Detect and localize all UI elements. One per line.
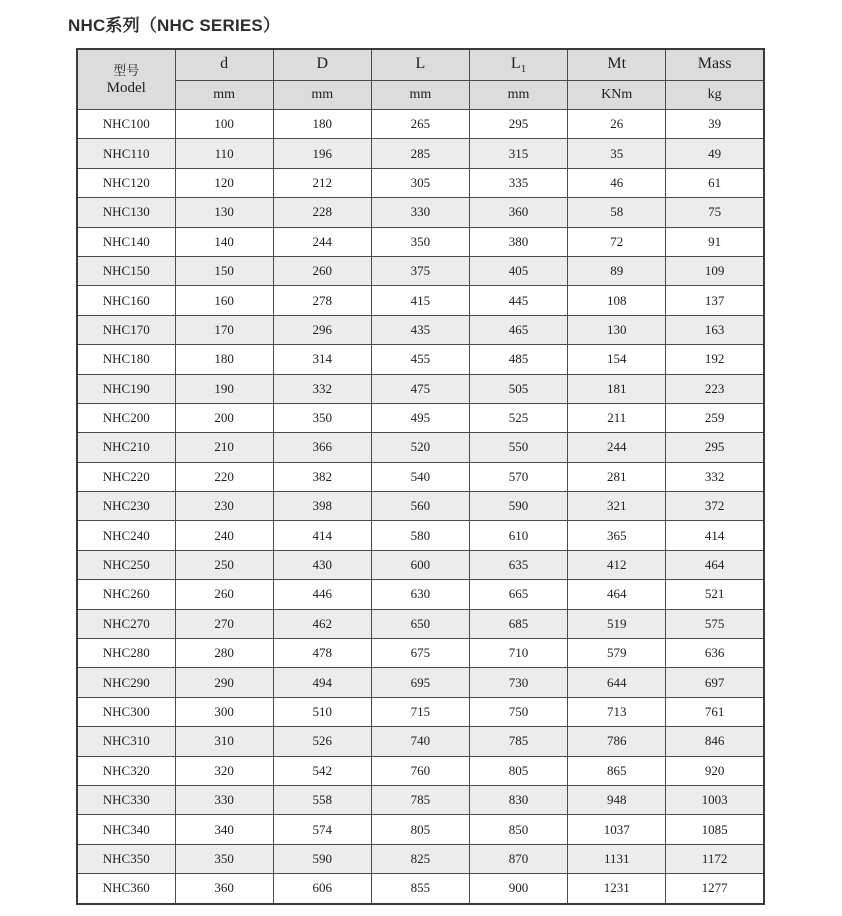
- value-cell: 542: [273, 756, 371, 785]
- col-label-sub: 1: [520, 63, 527, 76]
- value-cell: 260: [175, 580, 273, 609]
- value-cell: 244: [568, 433, 666, 462]
- value-cell: 520: [371, 433, 469, 462]
- value-cell: 1231: [568, 874, 666, 904]
- value-cell: 870: [469, 844, 567, 873]
- value-cell: 330: [175, 785, 273, 814]
- value-cell: 525: [469, 403, 567, 432]
- col-header-L: [371, 49, 469, 81]
- col-label: L: [415, 54, 426, 72]
- value-cell: 485: [469, 345, 567, 374]
- value-cell: 196: [273, 139, 371, 168]
- value-cell: 1003: [666, 785, 764, 814]
- value-cell: 61: [666, 168, 764, 197]
- value-cell: 290: [175, 668, 273, 697]
- header-unit-row: [77, 81, 764, 110]
- value-cell: 478: [273, 639, 371, 668]
- value-cell: 865: [568, 756, 666, 785]
- model-cell: NHC310: [77, 727, 175, 756]
- value-cell: 464: [666, 550, 764, 579]
- col-unit-Mt: KNm: [568, 81, 666, 110]
- value-cell: 455: [371, 345, 469, 374]
- value-cell: 505: [469, 374, 567, 403]
- table-row: [77, 110, 764, 139]
- value-cell: 180: [273, 110, 371, 139]
- col-unit-Mass: kg: [666, 81, 764, 110]
- value-cell: 570: [469, 462, 567, 491]
- value-cell: 140: [175, 227, 273, 256]
- value-cell: 296: [273, 315, 371, 344]
- value-cell: 464: [568, 580, 666, 609]
- value-cell: 230: [175, 492, 273, 521]
- value-cell: 310: [175, 727, 273, 756]
- value-cell: 665: [469, 580, 567, 609]
- model-cell: NHC190: [77, 374, 175, 403]
- col-header-model: [77, 49, 175, 110]
- value-cell: 192: [666, 345, 764, 374]
- value-cell: 75: [666, 198, 764, 227]
- value-cell: 446: [273, 580, 371, 609]
- value-cell: 212: [273, 168, 371, 197]
- value-cell: 321: [568, 492, 666, 521]
- value-cell: 211: [568, 403, 666, 432]
- model-cell: NHC220: [77, 462, 175, 491]
- value-cell: 260: [273, 256, 371, 285]
- value-cell: 163: [666, 315, 764, 344]
- table-row: [77, 697, 764, 726]
- model-cell: NHC320: [77, 756, 175, 785]
- table-row: [77, 550, 764, 579]
- value-cell: 365: [568, 521, 666, 550]
- table-row: [77, 168, 764, 197]
- value-cell: 695: [371, 668, 469, 697]
- value-cell: 558: [273, 785, 371, 814]
- table-row: [77, 198, 764, 227]
- table-body: [77, 110, 764, 904]
- value-cell: 650: [371, 609, 469, 638]
- col-unit-L: mm: [371, 81, 469, 110]
- table-row: [77, 374, 764, 403]
- value-cell: 58: [568, 198, 666, 227]
- col-label: Mass: [697, 54, 732, 72]
- value-cell: 110: [175, 139, 273, 168]
- value-cell: 190: [175, 374, 273, 403]
- value-cell: 108: [568, 286, 666, 315]
- value-cell: 26: [568, 110, 666, 139]
- value-cell: 366: [273, 433, 371, 462]
- value-cell: 46: [568, 168, 666, 197]
- value-cell: 574: [273, 815, 371, 844]
- value-cell: 580: [371, 521, 469, 550]
- model-cell: NHC260: [77, 580, 175, 609]
- value-cell: 265: [371, 110, 469, 139]
- value-cell: 360: [175, 874, 273, 904]
- value-cell: 430: [273, 550, 371, 579]
- model-cell: NHC100: [77, 110, 175, 139]
- value-cell: 855: [371, 874, 469, 904]
- value-cell: 405: [469, 256, 567, 285]
- model-cell: NHC350: [77, 844, 175, 873]
- value-cell: 100: [175, 110, 273, 139]
- value-cell: 412: [568, 550, 666, 579]
- model-cell: NHC290: [77, 668, 175, 697]
- value-cell: 750: [469, 697, 567, 726]
- value-cell: 340: [175, 815, 273, 844]
- table-row: [77, 727, 764, 756]
- value-cell: 786: [568, 727, 666, 756]
- table-row: [77, 580, 764, 609]
- model-cell: NHC230: [77, 492, 175, 521]
- value-cell: 130: [568, 315, 666, 344]
- col-header-Mass: [666, 49, 764, 81]
- value-cell: 590: [273, 844, 371, 873]
- model-cell: NHC120: [77, 168, 175, 197]
- value-cell: 350: [371, 227, 469, 256]
- value-cell: 285: [371, 139, 469, 168]
- value-cell: 89: [568, 256, 666, 285]
- model-cell: NHC150: [77, 256, 175, 285]
- col-header-L1: [469, 49, 567, 81]
- value-cell: 445: [469, 286, 567, 315]
- value-cell: 223: [666, 374, 764, 403]
- value-cell: 550: [469, 433, 567, 462]
- value-cell: 414: [666, 521, 764, 550]
- model-cell: NHC250: [77, 550, 175, 579]
- model-cell: NHC140: [77, 227, 175, 256]
- value-cell: 920: [666, 756, 764, 785]
- model-cell: NHC360: [77, 874, 175, 904]
- value-cell: 372: [666, 492, 764, 521]
- value-cell: 465: [469, 315, 567, 344]
- value-cell: 785: [371, 785, 469, 814]
- value-cell: 730: [469, 668, 567, 697]
- table-row: [77, 492, 764, 521]
- value-cell: 644: [568, 668, 666, 697]
- value-cell: 278: [273, 286, 371, 315]
- model-cell: NHC180: [77, 345, 175, 374]
- value-cell: 154: [568, 345, 666, 374]
- col-label: Mt: [607, 54, 627, 72]
- value-cell: 137: [666, 286, 764, 315]
- value-cell: 120: [175, 168, 273, 197]
- value-cell: 350: [175, 844, 273, 873]
- model-cell: NHC270: [77, 609, 175, 638]
- col-header-Mt: [568, 49, 666, 81]
- value-cell: 150: [175, 256, 273, 285]
- table-row: [77, 462, 764, 491]
- model-cell: NHC280: [77, 639, 175, 668]
- model-cell: NHC330: [77, 785, 175, 814]
- value-cell: 315: [469, 139, 567, 168]
- col-header-model-cn: 型号: [113, 63, 140, 78]
- value-cell: 495: [371, 403, 469, 432]
- value-cell: 281: [568, 462, 666, 491]
- value-cell: 760: [371, 756, 469, 785]
- model-cell: NHC160: [77, 286, 175, 315]
- value-cell: 1037: [568, 815, 666, 844]
- value-cell: 109: [666, 256, 764, 285]
- col-label: D: [316, 54, 329, 72]
- value-cell: 300: [175, 697, 273, 726]
- value-cell: 610: [469, 521, 567, 550]
- value-cell: 330: [371, 198, 469, 227]
- table-row: [77, 874, 764, 904]
- value-cell: 270: [175, 609, 273, 638]
- value-cell: 805: [371, 815, 469, 844]
- value-cell: 435: [371, 315, 469, 344]
- value-cell: 494: [273, 668, 371, 697]
- table-row: [77, 844, 764, 873]
- value-cell: 72: [568, 227, 666, 256]
- col-unit-D: mm: [273, 81, 371, 110]
- col-header-D: [273, 49, 371, 81]
- value-cell: 825: [371, 844, 469, 873]
- table-row: [77, 315, 764, 344]
- value-cell: 210: [175, 433, 273, 462]
- value-cell: 375: [371, 256, 469, 285]
- model-cell: NHC340: [77, 815, 175, 844]
- value-cell: 685: [469, 609, 567, 638]
- value-cell: 130: [175, 198, 273, 227]
- value-cell: 846: [666, 727, 764, 756]
- value-cell: 382: [273, 462, 371, 491]
- table-header: [77, 49, 764, 110]
- col-label: d: [220, 54, 229, 72]
- col-label: L: [510, 54, 521, 72]
- value-cell: 360: [469, 198, 567, 227]
- table-row: [77, 785, 764, 814]
- value-cell: 715: [371, 697, 469, 726]
- model-cell: NHC240: [77, 521, 175, 550]
- model-cell: NHC130: [77, 198, 175, 227]
- value-cell: 630: [371, 580, 469, 609]
- value-cell: 228: [273, 198, 371, 227]
- value-cell: 606: [273, 874, 371, 904]
- value-cell: 713: [568, 697, 666, 726]
- value-cell: 415: [371, 286, 469, 315]
- value-cell: 39: [666, 110, 764, 139]
- header-label-row: [77, 49, 764, 81]
- value-cell: 49: [666, 139, 764, 168]
- table-row: [77, 433, 764, 462]
- nhc-series-table: [76, 48, 765, 905]
- value-cell: 850: [469, 815, 567, 844]
- table-row: [77, 286, 764, 315]
- value-cell: 350: [273, 403, 371, 432]
- value-cell: 320: [175, 756, 273, 785]
- value-cell: 1172: [666, 844, 764, 873]
- value-cell: 740: [371, 727, 469, 756]
- value-cell: 220: [175, 462, 273, 491]
- value-cell: 636: [666, 639, 764, 668]
- value-cell: 259: [666, 403, 764, 432]
- table-row: [77, 227, 764, 256]
- value-cell: 575: [666, 609, 764, 638]
- value-cell: 519: [568, 609, 666, 638]
- model-cell: NHC200: [77, 403, 175, 432]
- value-cell: 785: [469, 727, 567, 756]
- value-cell: 579: [568, 639, 666, 668]
- value-cell: 180: [175, 345, 273, 374]
- table-row: [77, 815, 764, 844]
- value-cell: 398: [273, 492, 371, 521]
- value-cell: 332: [273, 374, 371, 403]
- value-cell: 830: [469, 785, 567, 814]
- value-cell: 181: [568, 374, 666, 403]
- value-cell: 510: [273, 697, 371, 726]
- value-cell: 91: [666, 227, 764, 256]
- value-cell: 560: [371, 492, 469, 521]
- table-row: [77, 639, 764, 668]
- value-cell: 250: [175, 550, 273, 579]
- col-header-model-en: Model: [106, 80, 146, 96]
- value-cell: 805: [469, 756, 567, 785]
- value-cell: 314: [273, 345, 371, 374]
- value-cell: 590: [469, 492, 567, 521]
- value-cell: 280: [175, 639, 273, 668]
- value-cell: 540: [371, 462, 469, 491]
- col-unit-d: mm: [175, 81, 273, 110]
- value-cell: 35: [568, 139, 666, 168]
- table-row: [77, 756, 764, 785]
- value-cell: 1131: [568, 844, 666, 873]
- value-cell: 244: [273, 227, 371, 256]
- table-row: [77, 668, 764, 697]
- table-row: [77, 139, 764, 168]
- value-cell: 295: [666, 433, 764, 462]
- table-row: [77, 609, 764, 638]
- value-cell: 305: [371, 168, 469, 197]
- value-cell: 200: [175, 403, 273, 432]
- model-cell: NHC210: [77, 433, 175, 462]
- value-cell: 521: [666, 580, 764, 609]
- value-cell: 475: [371, 374, 469, 403]
- value-cell: 675: [371, 639, 469, 668]
- table-row: [77, 256, 764, 285]
- value-cell: 600: [371, 550, 469, 579]
- value-cell: 761: [666, 697, 764, 726]
- model-cell: NHC300: [77, 697, 175, 726]
- value-cell: 462: [273, 609, 371, 638]
- value-cell: 414: [273, 521, 371, 550]
- value-cell: 295: [469, 110, 567, 139]
- col-header-d: [175, 49, 273, 81]
- model-cell: NHC170: [77, 315, 175, 344]
- value-cell: 900: [469, 874, 567, 904]
- value-cell: 948: [568, 785, 666, 814]
- value-cell: 332: [666, 462, 764, 491]
- value-cell: 170: [175, 315, 273, 344]
- value-cell: 1085: [666, 815, 764, 844]
- table-row: [77, 521, 764, 550]
- value-cell: 380: [469, 227, 567, 256]
- value-cell: 710: [469, 639, 567, 668]
- value-cell: 635: [469, 550, 567, 579]
- value-cell: 697: [666, 668, 764, 697]
- value-cell: 160: [175, 286, 273, 315]
- model-cell: NHC110: [77, 139, 175, 168]
- value-cell: 526: [273, 727, 371, 756]
- table-row: [77, 345, 764, 374]
- value-cell: 335: [469, 168, 567, 197]
- table-row: [77, 403, 764, 432]
- value-cell: 1277: [666, 874, 764, 904]
- page-title: NHC系列（NHC SERIES）: [68, 16, 281, 35]
- col-unit-L1: mm: [469, 81, 567, 110]
- value-cell: 240: [175, 521, 273, 550]
